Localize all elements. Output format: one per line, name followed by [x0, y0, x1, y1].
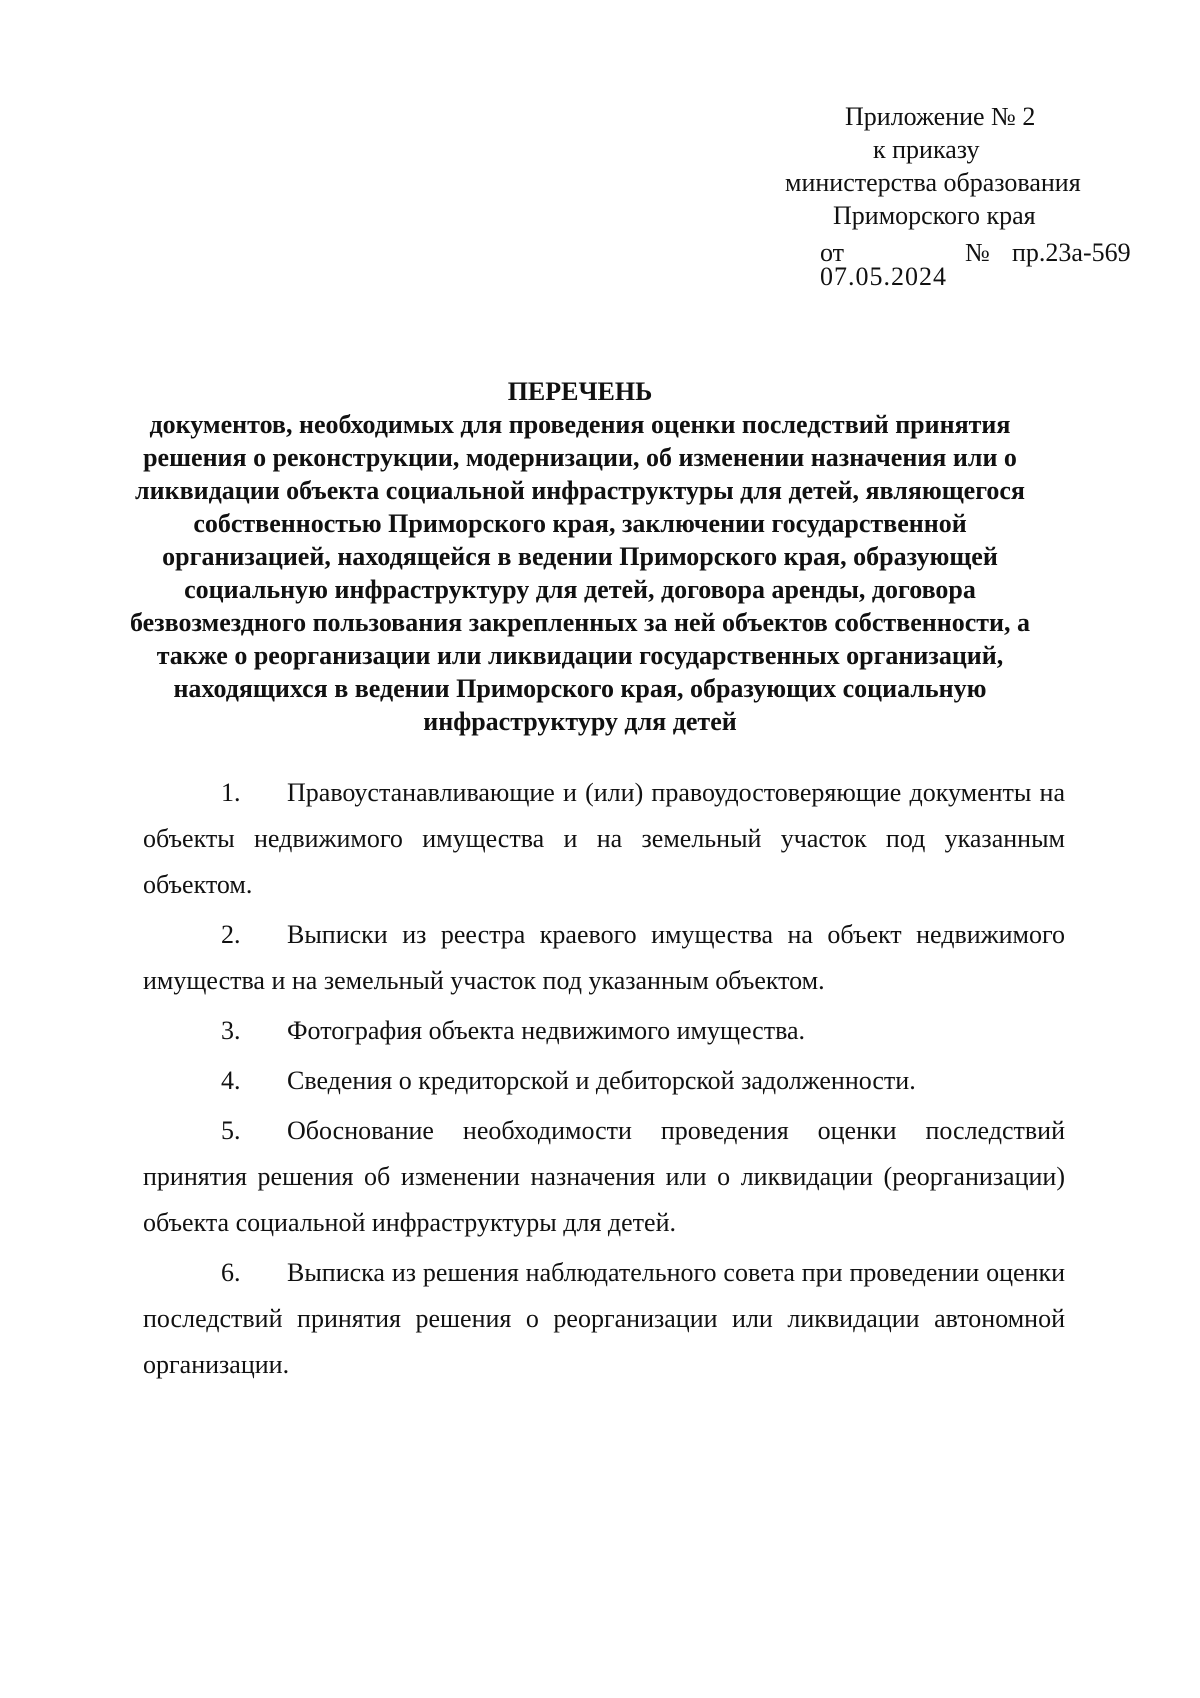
document-list: [143, 770, 1065, 1392]
list-item: [143, 770, 1065, 908]
order-number: пр.23а-569: [1012, 238, 1131, 267]
title-heading: ПЕРЕЧЕНЬ: [507, 377, 653, 406]
list-item-text: Обоснование необходимости проведения оценки последствий принятия решения об изменении назначения или о ликвидации (реорганизации) объекта социальной инфраструктуры для детей.: [143, 1116, 1065, 1237]
list-item-text: Выписка из решения наблюдательного совета при проведении оценки последствий принятия решения о реорганизации или ликвидации автономной организации.: [143, 1258, 1065, 1379]
list-item-number: 1.: [221, 778, 241, 807]
list-item-number: 3.: [221, 1016, 241, 1045]
list-item: [143, 1250, 1065, 1388]
list-item-text: Фотография объекта недвижимого имущества.: [287, 1016, 806, 1045]
order-date: 07.05.2024: [820, 262, 947, 291]
appendix-region: Приморского края: [833, 201, 1036, 230]
list-item-number: 4.: [221, 1066, 241, 1095]
order-reference: [820, 236, 1140, 296]
appendix-to-order: к приказу: [873, 135, 980, 164]
appendix-ministry: министерства образования: [785, 168, 1081, 197]
order-number-sign: №: [965, 238, 990, 267]
list-item: [143, 1058, 1065, 1104]
list-item: [143, 1108, 1065, 1246]
list-item-text: Сведения о кредиторской и дебиторской задолженности.: [287, 1066, 916, 1095]
list-item-text: Выписки из реестра краевого имущества на объект недвижимого имущества и на земельный участок под указанным объектом.: [143, 920, 1065, 995]
document-title: [120, 375, 1040, 738]
list-item: [143, 912, 1065, 1004]
order-from-label: от: [820, 238, 845, 267]
list-item-number: 6.: [221, 1258, 241, 1287]
list-item-number: 2.: [221, 920, 241, 949]
appendix-number: Приложение № 2: [845, 102, 1036, 131]
title-subtitle: документов, необходимых для проведения оценки последствий принятия решения о реконструкции, модернизации, об изменении назначения или о ликвидации объекта социальной инфраструктуры для детей, являющегося собственностью Приморского края, заключении государственной организацией, находящейся в ведении Приморского края, образующей социальную инфраструктуру для детей, договора аренды, договора безвозмездного пользования закрепленных за ней объектов собственности, а также о реорганизации или ликвидации государственных организаций, находящихся в ведении Приморского края, образующих социальную инфраструктуру для детей: [129, 410, 1031, 736]
list-item: [143, 1008, 1065, 1054]
list-item-text: Правоустанавливающие и (или) правоудостоверяющие документы на объекты недвижимого имущества и на земельный участок под указанным объектом.: [143, 778, 1065, 899]
list-item-number: 5.: [221, 1116, 241, 1145]
